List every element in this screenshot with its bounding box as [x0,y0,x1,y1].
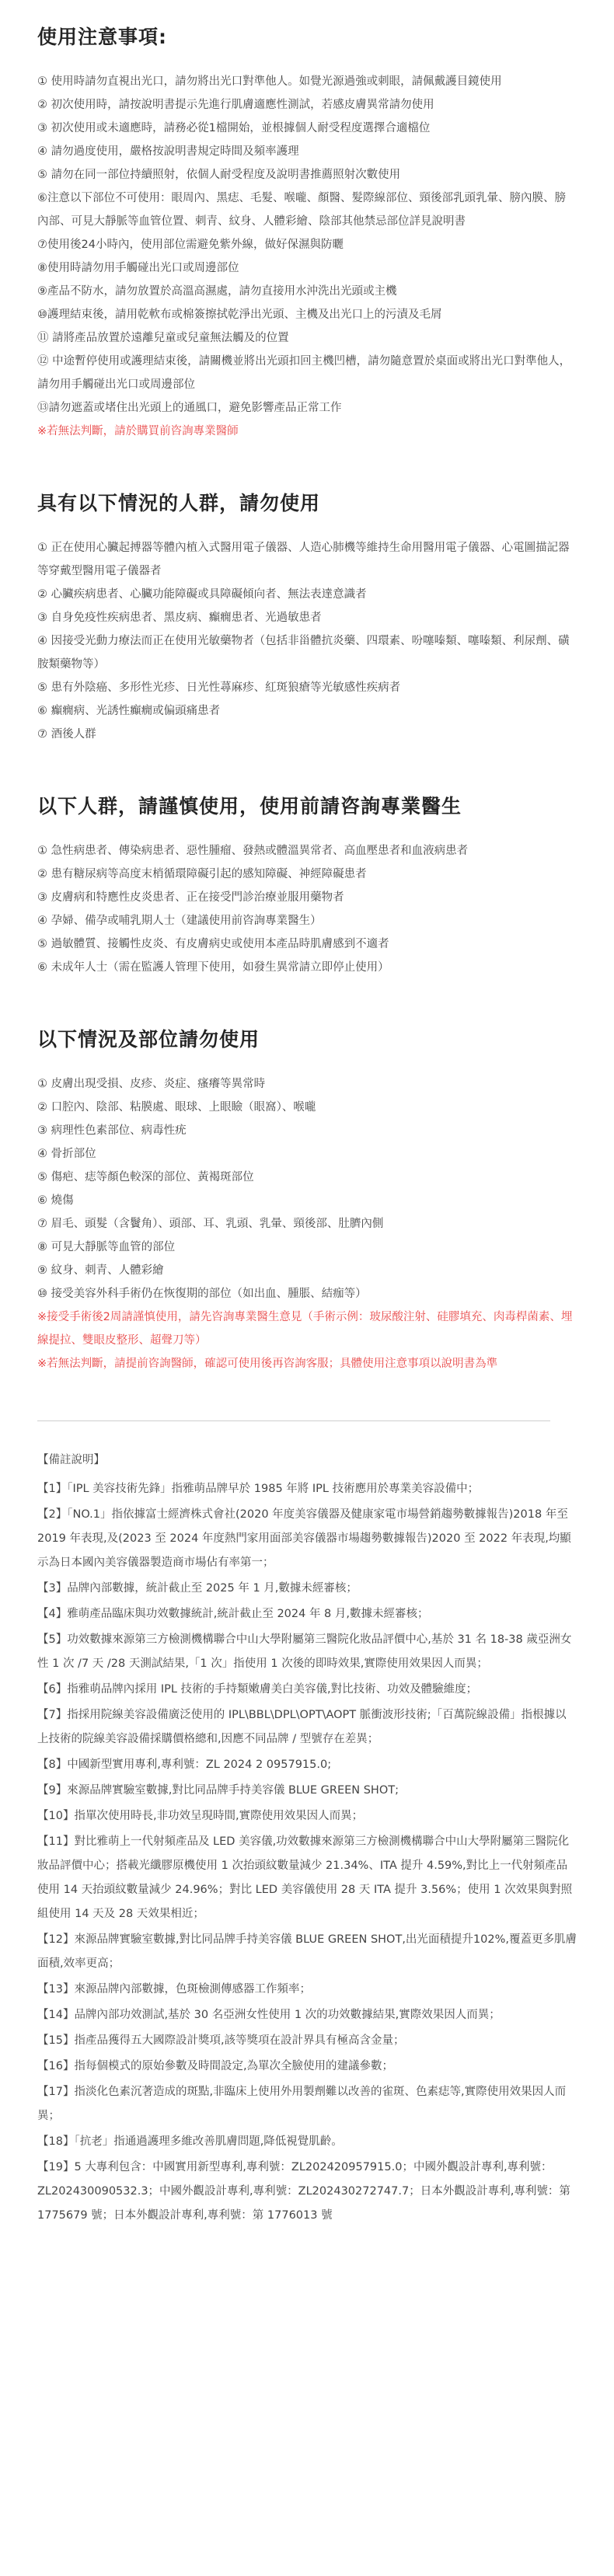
list-item: ① 使用時請勿直視出光口，請勿將出光口對準他人。如覺光源過強或刺眼，請佩戴護目鏡使用 [37,75,502,88]
footnote-item: 【8】中國新型實用專利,專利號：ZL 2024 2 0957915.0; [37,1759,332,1771]
footnote-item: 【9】來源品牌實驗室數據,對比同品牌手持美容儀 BLUE GREEN SHOT; [37,1784,399,1797]
list-item: ③ 皮膚病和特應性皮炎患者、正在接受門診治療並服用藥物者 [37,891,344,904]
list-item: ① 急性病患者、傳染病患者、惡性腫瘤、發熱或體溫異常者、高血壓患者和血液病患者 [37,845,469,857]
footnote-item: 【18】「抗老」指通過護理多維改善肌膚問題,降低視覺肌齡。 [37,2135,343,2148]
list-item: ⑧使用時請勿用手觸碰出光口或周邊部位 [37,262,239,274]
section-title: 使用注意事項: [37,26,167,48]
list-item: ① 正在使用心臟起搏器等體內植入式醫用電子儀器、人造心肺機等維持生命用醫用電子儀器、心電圖描記器等穿戴型醫用電子儀器者 [37,542,570,577]
list-item: ② 口腔內、陰部、粘膜處、眼球、上眼瞼（眼窩）、喉嚨 [37,1101,316,1114]
section-title: 以下人群，請謹慎使用，使用前請咨詢專業醫生 [37,795,462,817]
divider [37,1420,550,1421]
section-3 [37,791,577,979]
list-item: ③ 初次使用或未適應時，請務必從1檔開始，並根據個人耐受程度選擇合適檔位 [37,122,431,134]
list-item: ⑫ 中途暫停使用或護理結束後，請關機並將出光頭扣回主機凹槽，請勿隨意置於桌面或將出光口對準他人，請勿用手觸碰出光口或周邊部位 [37,355,571,391]
notes-list [37,1477,577,2228]
list-item: ① 皮膚出現受損、皮疹、炎症、瘙癢等異常時 [37,1078,266,1090]
list-item: ⑤ 過敏體質、接觸性皮炎、有皮膚病史或使用本產品時肌膚感到不適者 [37,938,389,950]
warning-note: ※若無法判斷，請提前咨詢醫師，確認可使用後再咨詢客服；具體使用注意事項以說明書為準 [37,1358,498,1370]
section-4 [37,1024,577,1375]
footnote-item: 【6】指雅萌品牌內採用 IPL 技術的手持類嫩膚美白美容儀,對比技術、功效及體驗維度； [37,1683,478,1696]
footnote-item: 【12】來源品牌實驗室數據,對比同品牌手持美容儀 BLUE GREEN SHOT,出光面積提升102%,覆蓋更多肌膚面積,效率更高； [37,1933,577,1970]
list-item: ⑩護理結束後，請用乾軟布或棉簽擦拭乾淨出光頭、主機及出光口上的污漬及毛屑 [37,308,442,321]
footnote-item: 【13】來源品牌內部數據，色斑檢測傳感器工作頻率； [37,1983,311,1996]
list-item: ⑤ 請勿在同一部位持續照射，依個人耐受程度及說明書推薦照射次數使用 [37,169,401,181]
footnote-item: 【17】指淡化色素沉著造成的斑點,非臨床上使用外用製劑難以改善的雀斑、色素痣等,實際使用效果因人而異； [37,2086,567,2122]
sections-container [37,22,577,1375]
warning-note: ※接受手術後2周請謹慎使用，請先咨詢專業醫生意見（手術示例：玻尿酸注射、硅膠填充、肉毒桿菌素、埋線提拉、雙眼皮整形、超聲刀等） [37,1311,573,1347]
footnote-item: 【2】「NO.1」指依據富士經濟株式會社(2020 年度美容儀器及健康家電市場營銷趨勢數據報告)2018 年至 2019 年表現,及(2023 至 2024 年度熱門家用面部美容儀器市場趨勢數據報告)2020 至 2022 年表現,均顯示為日本國內美容儀器製造商市場佔有率第一； [37,1508,571,1569]
list-item: ④ 請勿過度使用，嚴格按說明書規定時間及頻率護理 [37,145,299,158]
list-item: ⑪ 請將產品放置於遠離兒童或兒童無法觸及的位置 [37,332,289,344]
footnote-item: 【11】對比雅萌上一代射頻產品及 LED 美容儀,功效數據來源第三方檢測機構聯合中山大學附屬第三醫院化妝品評價中心；搭載光纖膠原機使用 1 次抬頭紋數量減少 21.34%、ITA 提升 4.59%,對比上一代射頻產品使用 14 天抬頭紋數量減少 24.96%；對比 LED 美容儀使用 28 天 ITA 提升 3.56%；使用 1 次效果與對照組使用 14 天及 28 天效果相近； [37,1835,573,1920]
list-item: ⑩ 接受美容外科手術仍在恢復期的部位（如出血、腫脹、結痂等） [37,1288,367,1300]
list-item: ⑥注意以下部位不可使用：眼周內、黑痣、毛髮、喉嚨、顏醫、髮際線部位、頸後部乳頭乳暈、膀內膜、膀內部、可見大靜脈等血管位置、刺青、紋身、人體彩繪、陰部其他禁忌部位詳見說明書 [37,192,566,228]
footnote-item: 【3】品牌內部數據，統計截止至 2025 年 1 月,數據未經審核； [37,1582,358,1595]
footnote-item: 【16】指每個模式的原始參數及時間設定,為單次全臉使用的建議參數； [37,2060,394,2072]
list-item: ⑦ 酒後人群 [37,728,96,741]
warning-note: ※若無法判斷，請於購買前咨詢專業醫師 [37,425,239,437]
footnote-item: 【1】「IPL 美容技術先鋒」指雅萌品牌早於 1985 年將 IPL 技術應用於專業美容設備中； [37,1483,480,1495]
footnote-item: 【14】品牌內部功效測試,基於 30 名亞洲女性使用 1 次的功效數據結果,實際效果因人而異； [37,2009,501,2021]
list-item: ③ 自身免疫性疾病患者、黑皮病、癲癇患者、光過敏患者 [37,612,322,624]
list-item: ④ 因接受光動力療法而正在使用光敏藥物者（包括非甾體抗炎藥、四環素、吩噻嗪類、噻嗪類、利尿劑、磺胺類藥物等） [37,635,570,671]
footnote-item: 【4】雅萌產品臨床與功效數據統計,統計截止至 2024 年 8 月,數據未經審核； [37,1608,429,1620]
list-item: ⑨ 紋身、刺青、人體彩繪 [37,1264,164,1277]
list-item: ⑨產品不防水，請勿放置於高溫高濕處，請勿直接用水沖洗出光頭或主機 [37,285,397,298]
list-item: ④ 骨折部位 [37,1148,96,1160]
list-item: ⑦使用後24小時內，使用部位需避免紫外線，做好保濕與防曬 [37,239,344,251]
list-item: ⑬請勿遮蓋或堵住出光頭上的通風口，避免影響產品正常工作 [37,402,342,414]
list-item: ④ 孕婦、備孕或哺乳期人士（建議使用前咨詢專業醫生） [37,915,322,927]
notes-title: 【備註說明】 [37,1454,105,1466]
list-item: ③ 病理性色素部位、病毒性疣 [37,1124,187,1137]
list-item: ⑤ 患有外陰癌、多形性光疹、日光性蕁麻疹、紅斑狼瘡等光敏感性疾病者 [37,681,401,694]
list-item: ⑥ 癲癇病、光誘性癲癇或偏頭痛患者 [37,705,221,717]
section-1 [37,22,577,443]
list-item: ② 心臟疾病患者、心臟功能障礙或具障礙傾向者、無法表達意識者 [37,588,367,601]
list-item: ⑥ 燒傷 [37,1194,74,1207]
footnote-item: 【10】指單次使用時長,非功效呈現時間,實際使用效果因人而異； [37,1810,364,1822]
list-item: ⑧ 可見大靜脈等血管的部位 [37,1241,176,1253]
footnote-item: 【7】指採用院線美容設備廣泛使用的 IPL\BBL\DPL\OPT\AOPT 脈衝波形技術;「百萬院線設備」指根據以上技術的院線美容設備採購價格總和,因應不同品牌 / 型號存在差異； [37,1709,567,1745]
footnote-item: 【15】指產品獲得五大國際設計獎項,該等獎項在設計界具有極高含金量； [37,2034,405,2047]
footnote-item: 【19】5 大專利包含：中國實用新型專利,專利號：ZL202420957915.0；中國外觀設計專利,專利號：ZL202430090532.3；中國外觀設計專利,專利號：ZL202430272747.7；日本外觀設計專利,專利號：第 1775679 號；日本外觀設計專利,專利號：第 1776013 號 [37,2161,570,2222]
list-item: ② 患有糖尿病等高度末梢循環障礙引起的感知障礙、神經障礙患者 [37,868,367,880]
list-item: ⑥ 未成年人士（需在監護人管理下使用，如發生異常請立即停止使用） [37,961,389,974]
section-2 [37,488,577,746]
section-title: 以下情況及部位請勿使用 [37,1028,260,1051]
list-item: ⑦ 眉毛、頭髮（含鬢角）、頭部、耳、乳頭、乳暈、頸後部、肚臍內側 [37,1218,384,1230]
list-item: ⑤ 傷疤、痣等顏色較深的部位、黃褐斑部位 [37,1171,254,1183]
notes-section [37,1448,577,2228]
footnote-item: 【5】功效數據來源第三方檢測機構聯合中山大學附屬第三醫院化妝品評價中心,基於 31 名 18-38 歲亞洲女性 1 次 /7 天 /28 天測試結果,「1 次」指使用 1 次後的即時效果,實際使用效果因人而異； [37,1633,572,1670]
section-title: 具有以下情況的人群，請勿使用 [37,492,321,514]
list-item: ② 初次使用時，請按說明書提示先進行肌膚適應性測試，若感皮膚異常請勿使用 [37,99,434,111]
